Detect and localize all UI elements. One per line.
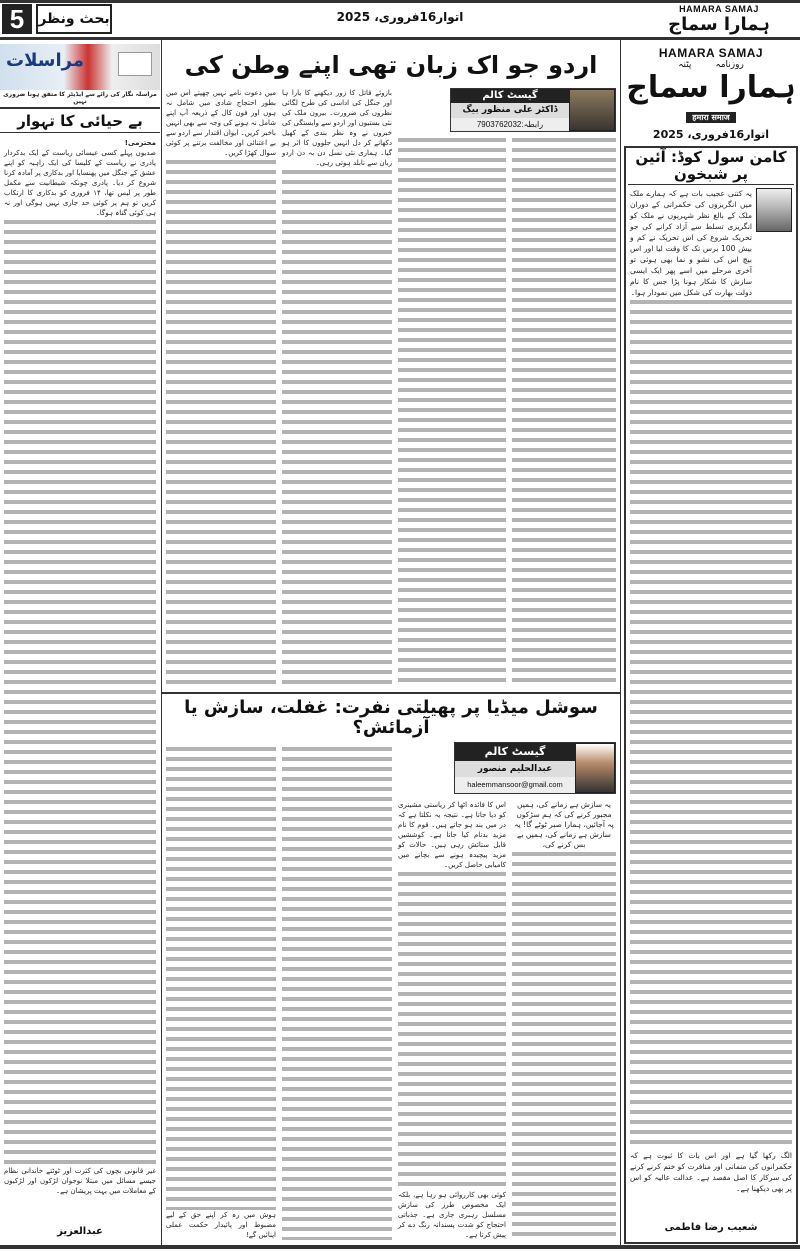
masthead-english: HAMARA SAMAJ xyxy=(679,4,759,14)
text-lines xyxy=(398,870,506,1190)
article2-col-2 xyxy=(398,800,506,1240)
article1-col-1 xyxy=(512,136,616,688)
letters-banner: مراسلات xyxy=(6,50,84,71)
article2-ending: کوئی بھی کارروائی ہو رہا ہے، بلکہ ایک مخصوص طرز کی سازش مسلسل رہبری جاری ہے۔ جذباتی احتجاج کو شدت پسندانہ رنگ دے کر پیش کرتا ہے۔ xyxy=(398,1191,506,1239)
letters-author: عبدالعزیز xyxy=(57,1226,103,1237)
article3-body xyxy=(630,188,792,1194)
masthead-daily: روزنامہ xyxy=(715,60,744,70)
text-lines xyxy=(512,136,616,688)
page-number: 5 xyxy=(2,4,32,34)
article3-text: یہ کتنی عجیب بات ہے کہ ہمارے ملک میں انگریزوں کی حکمرانی کے دوران ملک کے بالغ نظر شہریوں نے ملک کو انگریزی تسلط سے آزاد کرانے کی جو تحریک شروع کی اس تحریک نے کم و بیش 100 برس تک کا وقت لیا اور اس بیچ اس کی نشو و نما بھی ہوئی تو آخری مرحلے میں اسے پھر ایک ایسی سازش کا شکار ہونا پڑا جس کا نام دولت بھارت کی شکل میں نمودار ہوا۔ xyxy=(630,189,753,297)
masthead-english: HAMARA SAMAJ xyxy=(658,46,764,60)
article2-contact: haleemmansoor@gmail.com xyxy=(455,777,575,793)
article2-poem: یہ سازش ہے زمانے کی، ہمیں مجبور کرنے کی کہ ہم سڑکوں پہ آجائیں، ہمارا صبر ٹوٹے گا! یہ سازش ہے زمانے کی، ہمیں بے بس کرنے کی، xyxy=(514,800,614,849)
masthead-date: اتوار16فروری، 2025 xyxy=(652,128,770,141)
text-lines xyxy=(282,745,392,1240)
text-lines xyxy=(630,298,792,1150)
letters-body xyxy=(4,138,156,1196)
article2-ending: ہوش میں رہ کر اپنے حق کے لیے مضبوط اور پائیدار حکمت عملی اپنائیں گے! xyxy=(166,1211,276,1239)
column-rule xyxy=(161,40,162,1245)
article1-text: بازوئے قاتل کا زور دیکھنے کا یارا ہا اور جنگل کی اداسی کی طرح لگائی نظروں کی ضرورت۔ بیرون ملک کی نئی بستیوں اور اردو سے وابستگی کی خبروں نے وہ نظر بندی کے کھیل دکھانے کر دل انہیں جلووں کا اثر ہو گیا۔ ہماری نئی نسل دن بہ دن اردو زبان سے نابلد ہوتی رہی۔ xyxy=(282,89,392,167)
letters-ending: غیر قانونی بچوں کی کثرت اور ٹوٹتے خاندانی نظام جیسے مسائل میں مبتلا نوجوان لڑکوں اور لڑکیوں کے معاملات میں بہت پریشان ہے۔ xyxy=(4,1167,156,1195)
masthead-hindi: हमारा समाज xyxy=(686,112,735,123)
letters-text: صدیوں پہلے کسی عیسائی ریاست کے ایک بدکردار پادری نے ریاست کے کلیسا کی ایک راہبہ کو اپنے عشق کے جنگل میں پھنسایا اور بدکاری پر آمادہ کرنا شروع کر دیا۔ پادری چونکہ شیطانیت سے مکمل طور پر لیس تھا، ۱۴ فروری کو بدکاری کا ارتکاب کریں تو ہم پر کوئی حد جاری نہیں ہوگی اور نہ ہی کوئی گناہ ہوگا۔ xyxy=(4,149,157,217)
envelope-icon xyxy=(118,52,152,76)
article1-text: میں دعوت نامے نہیں چھپتے اس میں بطور احتجاج شادی میں شامل نہ ہوں اور فون کال کے ذریعہ آپ اپنے شامل نہ ہونے کی وجہ سے بھی انہیں باخبر کریں۔ ایوان اقتدار سے اردو سے بے اعتنائی اور مخالفت برتنے پر کوئی سوال کھڑا کریں۔ xyxy=(166,89,276,157)
letters-headline: بے حیائی کا تہوار xyxy=(0,110,160,133)
section-title: بحث ونظر xyxy=(36,4,112,34)
article2-byline-box xyxy=(454,742,616,794)
letters-note: مراسلہ نگار کی رائے سے ایڈیٹر کا متفق ہونا ضروری نہیں xyxy=(3,91,157,105)
guest-column-label: گیسٹ کالم xyxy=(455,743,575,761)
column-rule xyxy=(620,40,621,1245)
article1-author: ڈاکٹر علی منظور بیگ xyxy=(451,103,569,118)
masthead-urdu: ہمارا سماج xyxy=(668,14,770,35)
masthead-city: پٹنہ xyxy=(678,60,692,70)
article1-headline: اردو جو اک زبان تھی اپنے وطن کی xyxy=(184,51,598,79)
masthead-urdu: ہمارا سماج xyxy=(626,70,796,105)
text-lines xyxy=(282,168,392,688)
article1-col-2 xyxy=(398,136,506,688)
article2-headline: سوشل میڈیا پر پھیلتی نفرت: غفلت، سازش یا آزمائش؟ xyxy=(184,697,598,738)
article1-col-4 xyxy=(166,88,276,688)
article3-ending: الگ رکھا گیا ہے اور اس بات کا ثبوت ہے کہ حکمرانوں کی منمانی اور منافرت کو ختم کرنے کرنے کی سرکار کا اصل مقصد ہے۔ عدالت عالیہ کو اس پر بھی دیکھنا ہے۔ xyxy=(630,1151,792,1193)
text-lines xyxy=(512,850,616,1240)
letters-banner-image xyxy=(0,44,160,90)
article1-contact: رابطہ:7903762032 xyxy=(451,118,569,131)
text-lines xyxy=(166,745,276,1210)
text-lines xyxy=(4,218,156,1166)
article3-headline: کامن سول کوڈ: آئین پر شبخون xyxy=(628,149,794,185)
article1-byline-box xyxy=(450,88,616,132)
article2-col-1 xyxy=(512,800,616,1240)
text-lines xyxy=(398,136,506,688)
divider xyxy=(0,107,160,109)
article2-author: عبدالحلیم منصور xyxy=(455,761,575,777)
article1-col-3 xyxy=(282,88,392,688)
author-photo xyxy=(569,89,615,131)
guest-column-label: گیسٹ کالم xyxy=(451,89,569,103)
masthead-small xyxy=(640,4,798,36)
article2-col-3 xyxy=(282,745,392,1240)
article2-col-4 xyxy=(166,745,276,1240)
masthead xyxy=(624,46,798,141)
divider xyxy=(162,692,620,694)
article2-text: اس کا فائدہ اٹھا کر ریاستی مشینری کو دیا جاتا ہے۔ نتیجہ یہ نکلتا ہے کہ در میں بند ہو جاتے ہیں۔ قوم کا نام مزید بدنام کیا جاتا ہے۔ کوششیں قابل ستائش رہی ہیں۔ حالات کو مزید پیچیدہ ہونے سے بچانے میں کامیابی حاصل کریں۔ xyxy=(398,801,506,869)
footer-rule xyxy=(0,1245,800,1249)
text-lines xyxy=(166,158,276,688)
article3-author: شعیب رضا فاطمی xyxy=(664,1222,758,1233)
header-date: اتوار16فروری، 2025 xyxy=(336,10,464,24)
author-photo xyxy=(575,743,615,793)
salutation: محترمی! xyxy=(124,139,156,147)
